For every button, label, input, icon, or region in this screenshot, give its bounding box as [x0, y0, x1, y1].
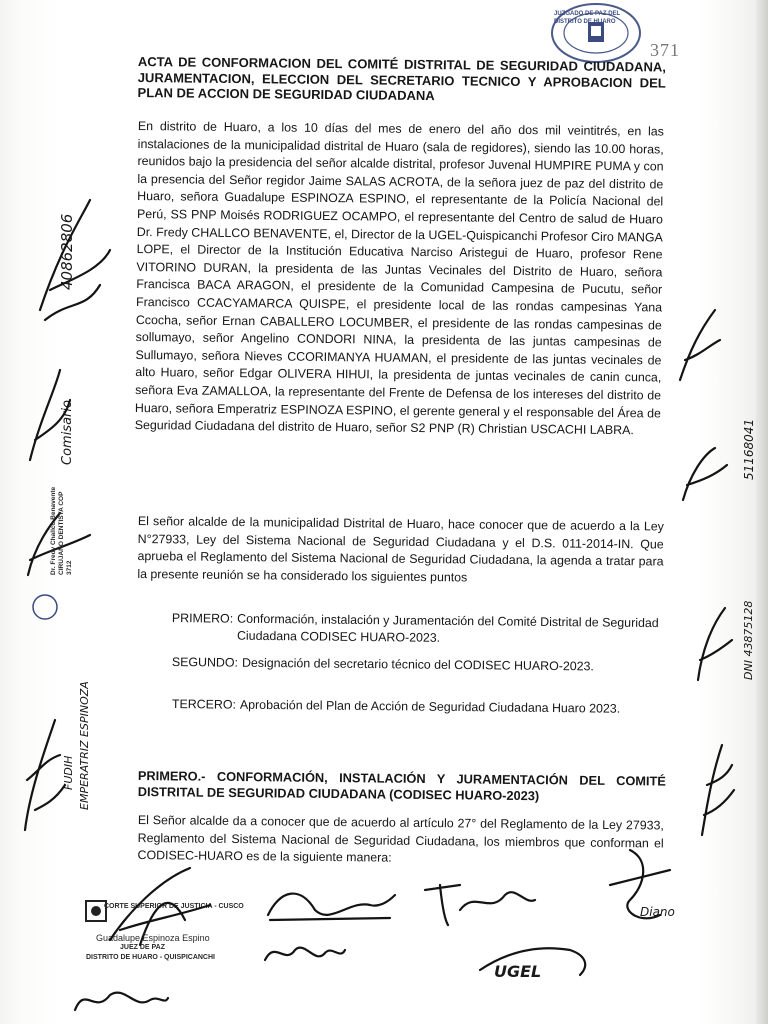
signature-left-2	[20, 360, 80, 470]
handwritten-ugel: UGEL	[494, 962, 542, 981]
signature-left-1	[30, 190, 120, 330]
judge-stamp-line-4: DISTRITO DE HUARO - QUISPICANCHI	[86, 954, 215, 961]
signature-bottom-ugel	[470, 930, 600, 990]
health-center-seal	[30, 592, 60, 622]
signature-right-1	[670, 300, 730, 390]
signature-left-4	[15, 710, 75, 840]
handwritten-name-left: EMPERATRIZ ESPINOZA	[78, 681, 91, 810]
signature-judge	[100, 860, 220, 950]
judge-stamp-line-1: CORTE SUPERIOR DE JUSTICIA - CUSCO	[104, 903, 244, 910]
handwritten-word-bottom-2: Diano	[640, 905, 675, 919]
agenda-text: Aprobación del Plan de Acción de Seguridad Ciudadana Huaro 2023.	[239, 697, 621, 716]
section-title: PRIMERO.- CONFORMACIÓN, INSTALACIÓN Y JURAMENTACIÓN DEL COMITÉ DISTRITAL DE SEGURIDAD CIUDADANA (CODISEC HUARO-2023)	[137, 768, 666, 804]
agenda-label: TERCERO:	[171, 696, 237, 712]
signature-right-3	[690, 600, 740, 690]
agenda-label: PRIMERO:	[171, 610, 234, 626]
signature-right-2	[675, 440, 735, 510]
agenda-item	[172, 696, 664, 718]
handwritten-dni-right-1: 51168041	[742, 418, 756, 480]
agenda-label: SEGUNDO:	[171, 654, 239, 670]
doctor-stamp: Dr. Fredy Challco Benavente CIRUJANO DENTISTA COP 3712	[50, 486, 73, 575]
signature-right-4	[692, 735, 742, 845]
agenda-text: Designación del secretario técnico del CODISEC HUARO-2023.	[241, 655, 594, 674]
paragraph-members: El Señor alcalde da a conocer que de acuerdo al artículo 27° del Reglamento de la Ley 27933, Reglamento del Sistema Nacional de Seguridad Ciudadana, los miembros que conforman el CODISEC-HUARO es de la siguiente manera:	[137, 812, 664, 865]
paragraph-attendees: En distrito de Huaro, a los 10 días del mes de enero del año dos mil veintitrés, en las instalaciones de la municipalidad distrital de Huaro (sala de regidores), siendo las 10.00 horas, reunidos bajo la presidencia del señor alcalde distrital, profesor Juvenal HUMPIRE PUMA y con la presencia del Señor regidor Jaime SALAS ACROTA, de la señora juez de paz del distrito de Huaro, señora Guadalupe ESPINOZA ESPINO, el representante de la Policía Nacional del Perú, SS PNP Moisés RODRIGUEZ OCAMPO, el representante del Centro de salud de Huaro Dr. Fredy CHALLCO BENAVENTE, el, Director de la UGEL-Quispicanchi Profesor Ciro MANGA LOPE, el Director de la Institución Educativa Narciso Aristegui de Huaro, profesor Rene VITORINO DURAN, la presidenta de las Juntas Vecinales del Distrito de Huaro, señora Francisca BACA ARAGON, el presidente de la Comunidad Campesina de Pucutu, señor Francisco CCACYAMARCA QUISPE, el presidente local de las rondas campesinas Yana Ccocha, señor Ernan CABALLERO LOCUMBER, el presidente de las rondas campesinas de sollumayo, señor Angelino CONDORI NINA, la presidenta de las juntas campesinas de Sullumayo, señora Nieves CCORIMANYA HUAMAN, el presidente de las juntas vecinales de alto Huaro, señor Edgar OLIVERA HIHUI, la presidenta de juntas vecinales de canin cunca, señora Eva ZAMALLOA, la representante del Frente de Defensa de los intereses del distrito de Huaro, señora Emperatriz ESPINOZA ESPINO, el gerente general y el responsable del Área de Seguridad Ciudadana del distrito de Huaro, señor S2 PNP (R) Christian USCACHI LABRA.	[134, 118, 664, 438]
signature-bottom-5	[600, 845, 690, 935]
folio-number: 371	[650, 40, 680, 60]
handwritten-dni-left: 40862806	[58, 213, 76, 290]
signature-bottom-6	[70, 980, 170, 1020]
signature-bottom-2	[260, 880, 400, 930]
page-edge-shadow	[756, 0, 768, 1024]
signature-bottom-3	[260, 935, 350, 970]
handwritten-word-left: Comisario	[60, 400, 75, 465]
handwritten-dni-right-2: DNI 43875128	[742, 600, 755, 680]
judge-stamp-line-3: JUEZ DE PAZ	[120, 944, 165, 951]
document-title: ACTA DE CONFORMACION DEL COMITÉ DISTRITAL DE SEGURIDAD CIUDADANA, JURAMENTACION, ELECCION DEL SECRETARIO TECNICO Y APROBACION DEL PLAN DE ACCION DE SEGURIDAD CIUDADANA	[137, 54, 666, 104]
paragraph-agenda-intro: El señor alcalde de la municipalidad Distrital de Huaro, hace conocer que de acuerdo a la Ley N°27933, Ley del Sistema Nacional de Seguridad Ciudadana y el D.S. 011-2014-IN. Que aprueba el Reglamento del Sistema Nacional de Seguridad Ciudadana, la agenda a tratar para la presente reunión se ha considerado los siguientes puntos	[137, 513, 664, 585]
agenda-text: Conformación, instalación y Juramentación del Comité Distrital de Seguridad Ciudadana CODISEC HUARO-2023.	[236, 611, 659, 645]
agenda-item	[172, 654, 664, 676]
judge-stamp-line-2: Guadalupe Espinoza Espino	[96, 933, 210, 943]
signature-bottom-4	[420, 870, 540, 930]
court-seal-text: JUZGADO DE PAZ DEL DISTRITO DE HUARO	[554, 11, 621, 25]
handwritten-name-left-2: FUDIH	[62, 755, 75, 790]
agenda-item	[172, 610, 664, 649]
